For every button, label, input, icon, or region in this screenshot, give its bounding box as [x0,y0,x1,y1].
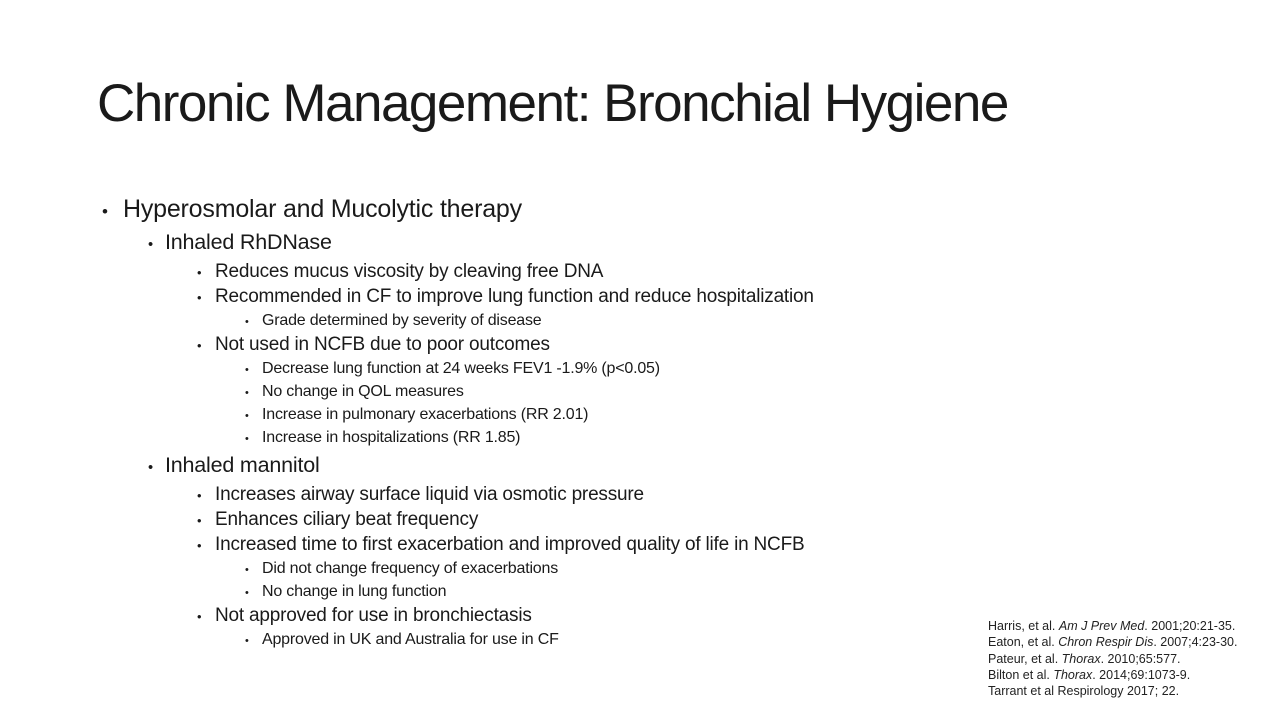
bullet-icon: • [197,538,202,553]
bullet-text: Not used in NCFB due to poor outcomes [215,334,550,355]
bullet-text: Inhaled mannitol [165,453,320,477]
bullet-icon: • [245,564,249,576]
citation-line [988,651,1237,667]
citation-block [988,618,1237,699]
citation-authors: Eaton, et al. [988,635,1059,650]
bullet-icon: • [245,316,249,328]
bullet-line [102,558,1002,581]
citation-journal: Am J Prev Med [1058,619,1145,633]
bullet-text: Approved in UK and Australia for use in CF [262,631,559,648]
citation-journal: Thorax [1061,651,1101,666]
bullet-icon: • [148,460,153,476]
bullet-line [102,285,1002,310]
bullet-icon: • [148,237,153,253]
bullet-text: Recommended in CF to improve lung function and reduce hospitalization [215,286,814,307]
bullet-text: Increase in pulmonary exacerbations (RR 2.01) [262,406,589,423]
bullet-icon: • [245,587,249,599]
citation-line [988,634,1237,650]
bullet-icon: • [197,265,202,280]
citation-authors: Harris, et al. [988,619,1059,633]
bullet-line [102,483,1002,508]
bullet-line [102,358,1002,381]
bullet-text: No change in QOL measures [262,383,464,400]
slide-title: Chronic Management: Bronchial Hygiene [97,74,1008,133]
citation-journal: Chron Respir Dis [1058,635,1154,650]
bullet-list [102,194,1002,652]
citation-line [988,667,1237,683]
bullet-line [102,227,1002,260]
bullet-text: Not approved for use in bronchiectasis [215,605,532,626]
bullet-text: Decrease lung function at 24 weeks FEV1 -1.9% (p<0.05) [262,360,660,377]
bullet-line [102,450,1002,483]
citation-authors: Bilton et al. [988,667,1054,682]
citation-detail: . 2010;65:577. [1100,651,1181,666]
bullet-line [102,381,1002,404]
bullet-icon: • [197,488,202,503]
bullet-text: Increased time to first exacerbation and improved quality of life in NCFB [215,534,805,555]
citation-detail: . 2001;20:21-35. [1144,619,1236,633]
bullet-icon: • [245,364,249,376]
bullet-icon: • [245,387,249,399]
bullet-icon: • [245,433,249,445]
citation-authors: Pateur, et al. [988,651,1062,666]
citation-detail: . 2007;4:23-30. [1153,635,1238,650]
bullet-line [102,404,1002,427]
bullet-icon: • [197,338,202,353]
bullet-line [102,260,1002,285]
bullet-line [102,508,1002,533]
bullet-line [102,427,1002,450]
bullet-text: Hyperosmolar and Mucolytic therapy [123,195,522,223]
citation-detail: . 2014;69:1073-9. [1092,667,1191,682]
bullet-icon: • [245,635,249,647]
bullet-text: Increase in hospitalizations (RR 1.85) [262,429,521,446]
citation-journal: Thorax [1053,667,1093,682]
bullet-line [102,533,1002,558]
bullet-icon: • [197,609,202,624]
bullet-icon: • [197,290,202,305]
bullet-icon: • [197,513,202,528]
bullet-text: Inhaled RhDNase [165,230,332,254]
bullet-line [102,333,1002,358]
bullet-text: Reduces mucus viscosity by cleaving free DNA [215,261,604,282]
bullet-text: Enhances ciliary beat frequency [215,509,479,530]
bullet-line [102,581,1002,604]
bullet-line [102,310,1002,333]
bullet-icon: • [245,410,249,422]
bullet-text: Did not change frequency of exacerbations [262,560,558,577]
bullet-line [102,629,1002,652]
bullet-icon: • [102,202,108,221]
bullet-text: No change in lung function [262,583,447,600]
bullet-line [102,194,1002,227]
bullet-text: Grade determined by severity of disease [262,312,542,329]
citation-line [988,683,1237,699]
citation-authors: Tarrant et al Respirology 2017; 22. [988,684,1180,699]
bullet-line [102,604,1002,629]
bullet-text: Increases airway surface liquid via osmotic pressure [215,484,644,505]
citation-line [988,618,1237,634]
